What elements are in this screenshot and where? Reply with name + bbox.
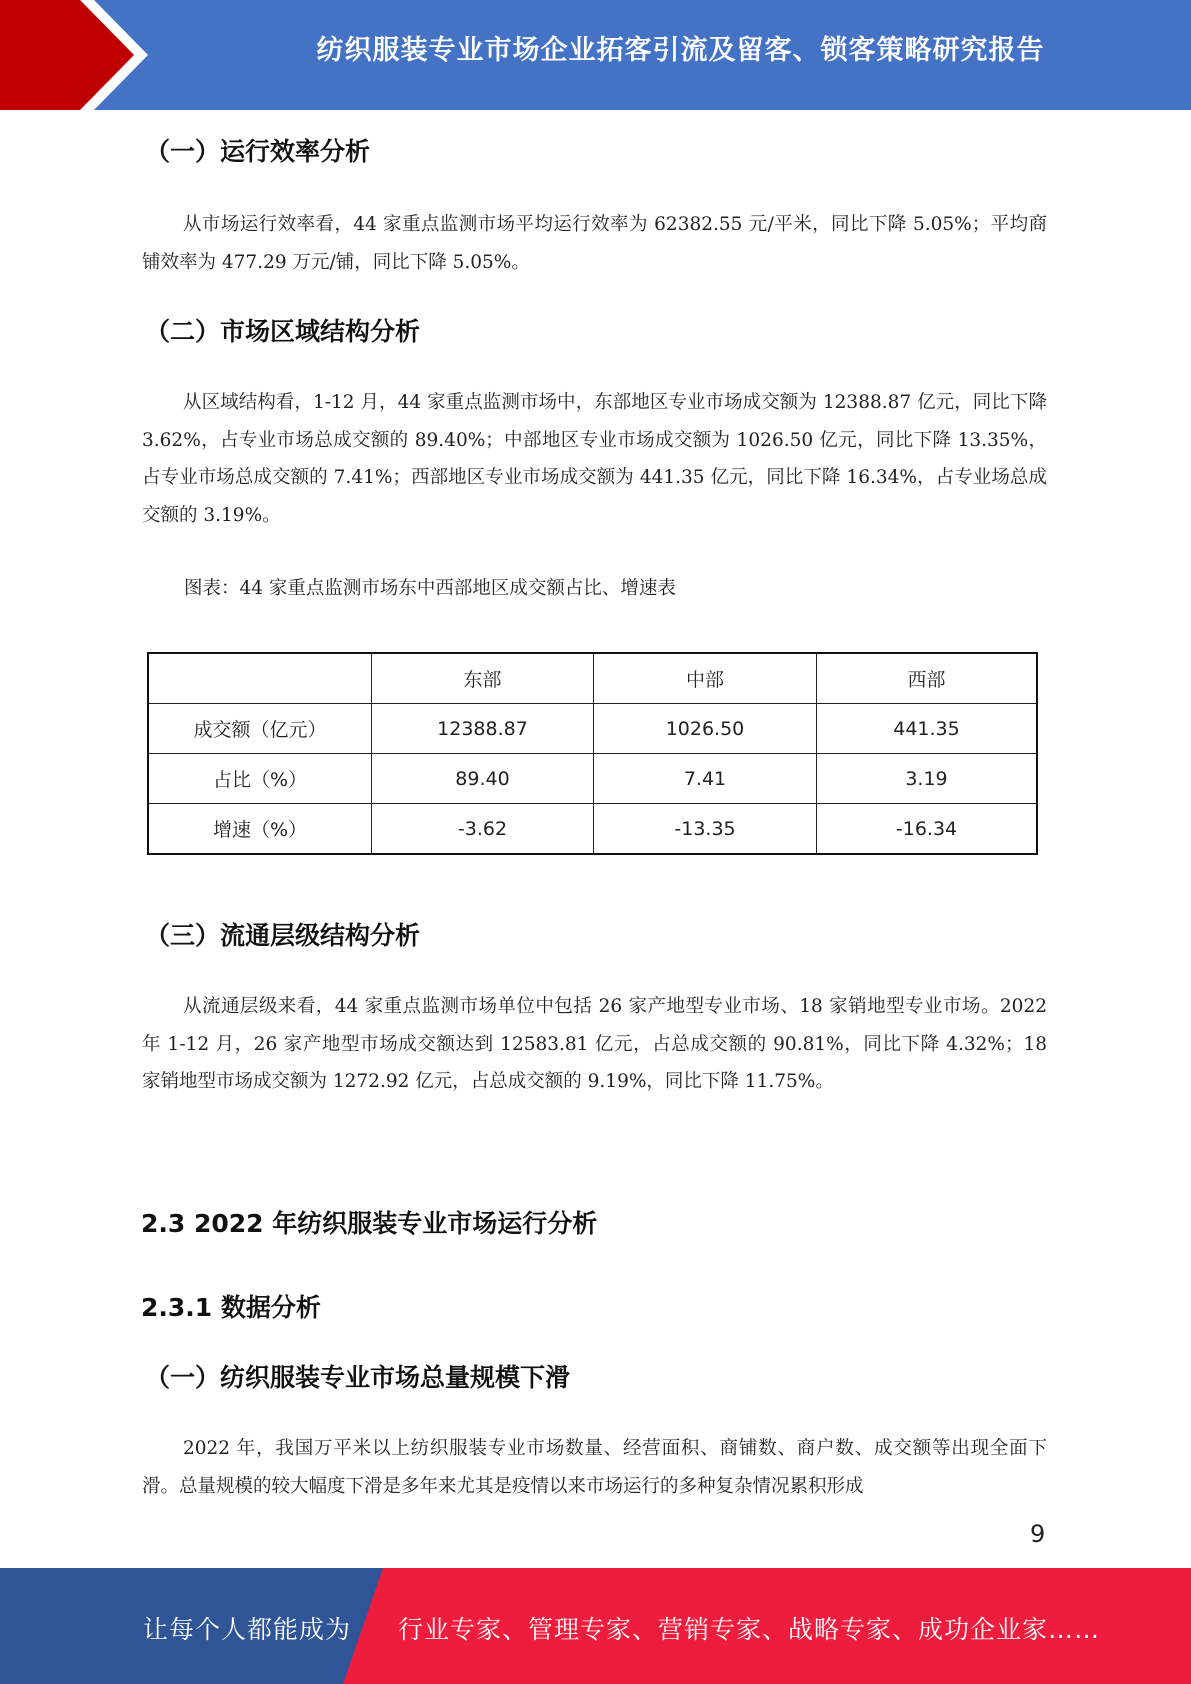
paragraph-efficiency: 从市场运行效率看，44 家重点监测市场平均运行效率为 62382.55 元/平米，同比下降 5.05%；平均商铺效率为 477.29 万元/铺，同比下降 5.05%。 xyxy=(142,214,1047,273)
table-cell: 441.35 xyxy=(817,704,1038,754)
table-header-cell: 西部 xyxy=(817,653,1038,704)
subsection-heading-2-3-1: 2.3.1 数据分析 xyxy=(141,1293,321,1322)
table-cell: 89.40 xyxy=(372,754,594,804)
footer-slogan-right: 行业专家、管理专家、营销专家、战略专家、成功企业家…… xyxy=(398,1615,1101,1644)
table-header-cell: 中部 xyxy=(594,653,817,704)
section-heading-circulation: （三）流通层级结构分析 xyxy=(145,921,421,950)
table-row-label: 成交额（亿元） xyxy=(148,704,372,754)
report-title: 纺织服装专业市场企业拓客引流及留客、锁客策略研究报告 xyxy=(316,35,1045,66)
table-cell: -16.34 xyxy=(817,804,1038,855)
page-number: 9 xyxy=(1030,1520,1046,1548)
table-row xyxy=(148,804,1037,855)
table-cell: -13.35 xyxy=(594,804,817,855)
table-row-label: 占比（%） xyxy=(148,754,372,804)
section-heading-efficiency: （一）运行效率分析 xyxy=(145,137,371,166)
table-header-row xyxy=(148,653,1037,704)
section-heading-scale-decline: （一）纺织服装专业市场总量规模下滑 xyxy=(145,1363,571,1392)
section-heading-region: （二）市场区域结构分析 xyxy=(145,317,421,346)
table-cell: 1026.50 xyxy=(594,704,817,754)
table-row xyxy=(148,754,1037,804)
paragraph-region: 从区域结构看，1-12 月，44 家重点监测市场中，东部地区专业市场成交额为 12388.87 亿元，同比下降 3.62%，占专业市场总成交额的 89.40%；中部地区专业市场成交额为 1026.50 亿元，同比下降 13.35%，占专业市场总成交额的 7.41%；西部地区专业市场成交额为 441.35 亿元，同比下降 16.34%，占专业场总成交额的 3.19%。 xyxy=(142,392,1047,526)
table-row xyxy=(148,704,1037,754)
chapter-heading-2-3: 2.3 2022 年纺织服装专业市场运行分析 xyxy=(141,1209,598,1238)
table-cell: -3.62 xyxy=(372,804,594,855)
footer-slogan-left: 让每个人都能成为 xyxy=(143,1615,352,1644)
table-header-cell xyxy=(148,653,372,704)
table-row-label: 增速（%） xyxy=(148,804,372,855)
table-caption: 图表：44 家重点监测市场东中西部地区成交额占比、增速表 xyxy=(184,578,676,599)
table-cell: 7.41 xyxy=(594,754,817,804)
table-cell: 3.19 xyxy=(817,754,1038,804)
paragraph-scale-decline: 2022 年，我国万平米以上纺织服装专业市场数量、经营面积、商铺数、商户数、成交额等出现全面下滑。总量规模的较大幅度下滑是多年来尤其是疫情以来市场运行的多种复杂情况累积形成 xyxy=(142,1438,1047,1497)
page-header xyxy=(0,0,1191,110)
header-red-chevron-icon xyxy=(0,0,150,110)
region-table xyxy=(147,652,1038,855)
table-header-cell: 东部 xyxy=(372,653,594,704)
paragraph-circulation: 从流通层级来看，44 家重点监测市场单位中包括 26 家产地型专业市场、18 家销地型专业市场。2022 年 1-12 月，26 家产地型市场成交额达到 12583.81 亿元，占总成交额的 90.81%，同比下降 4.32%；18 家销地型市场成交额为 1272.92 亿元，占总成交额的 9.19%，同比下降 11.75%。 xyxy=(142,996,1047,1092)
table-cell: 12388.87 xyxy=(372,704,594,754)
